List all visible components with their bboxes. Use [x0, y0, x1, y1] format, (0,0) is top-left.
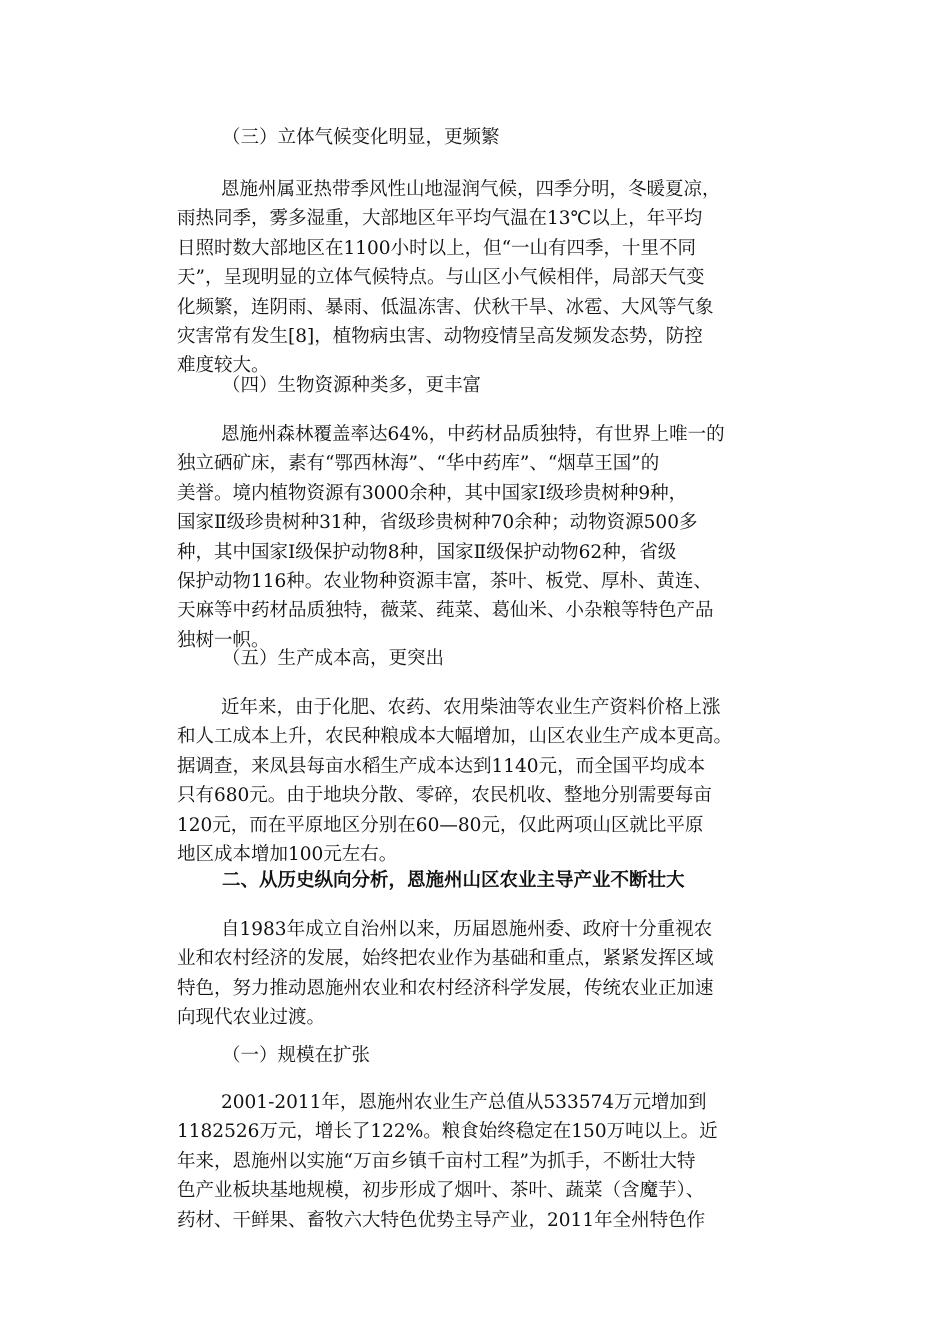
sub-1-paragraph	[177, 1088, 777, 1235]
paragraph-line: 种，其中国家Ⅰ级保护动物8种，国家Ⅱ级保护动物62种，省级	[177, 541, 677, 563]
paragraph-line: 业和农村经济的发展，始终把农业作为基础和重点，紧紧发挥区域	[177, 948, 714, 970]
heading-text: （四）生物资源种类多，更丰富	[222, 375, 482, 396]
part-2-paragraph	[177, 915, 777, 1033]
paragraph-line: 天麻等中药材品质独特，薇菜、莼菜、葛仙米、小杂粮等特色产品	[177, 600, 714, 622]
paragraph-line: 只有680元。由于地块分散、零碎，农民机收、整地分别需要每亩	[177, 785, 712, 807]
paragraph-line: 据调查，来凤县每亩水稻生产成本达到1140元，而全国平均成本	[177, 755, 706, 777]
paragraph-line: 天”，呈现明显的立体气候特点。与山区小气候相伴，局部天气变	[177, 267, 705, 289]
section-3-heading	[222, 123, 822, 152]
paragraph-line: 美誉。境内植物资源有3000余种，其中国家Ⅰ级珍贵树种9种，	[177, 482, 688, 504]
section-5-heading	[222, 644, 822, 673]
sub-1-heading	[222, 1041, 822, 1070]
paragraph-line: 保护动物116种。农业物种资源丰富，茶叶、板党、厚朴、黄连、	[177, 571, 712, 593]
paragraph-line: 色产业板块基地规模，初步形成了烟叶、茶叶、蔬菜（含魔芋）、	[177, 1180, 705, 1202]
paragraph-line: 独立硒矿床，素有“鄂西林海”、“华中药库”、“烟草王国”的	[177, 453, 660, 475]
heading-text: （一）规模在扩张	[222, 1045, 371, 1066]
paragraph-line: 日照时数大部地区在1100小时以上，但“一山有四季，十里不同	[177, 237, 697, 259]
paragraph-line: 和人工成本上升，农民种粮成本大幅增加，山区农业生产成本更高。	[177, 726, 733, 748]
paragraph-line: 灾害常有发生[8]，植物病虫害、动物疫情呈高发频发态势，防控	[177, 326, 703, 348]
section-4-paragraph	[177, 420, 777, 655]
paragraph-line: 国家Ⅱ级珍贵树种31种，省级珍贵树种70余种；动物资源500多	[177, 512, 698, 534]
paragraph-line: 化频繁，连阴雨、暴雨、低温冻害、伏秋干旱、冰雹、大风等气象	[177, 296, 714, 318]
paragraph-line: 1182526万元，增长了122%。粮食始终稳定在150万吨以上。近	[177, 1121, 718, 1143]
paragraph-line: 年来，恩施州以实施“万亩乡镇千亩村工程”为抓手，不断壮大特	[177, 1150, 696, 1172]
section-3-paragraph	[177, 175, 777, 381]
paragraph-line: 恩施州森林覆盖率达64%，中药材品质独特，有世界上唯一的	[221, 424, 725, 445]
paragraph-line: 近年来，由于化肥、农药、农用柴油等农业生产资料价格上涨	[221, 697, 721, 718]
heading-text: （五）生产成本高，更突出	[222, 648, 445, 669]
heading-text: 二、从历史纵向分析，恩施州山区农业主导产业不断壮大	[222, 870, 685, 891]
paragraph-line: 恩施州属亚热带季风性山地湿润气候，四季分明，冬暖夏凉，	[221, 179, 721, 200]
section-4-heading	[222, 371, 822, 400]
paragraph-line: 120元，而在平原地区分别在60—80元，仅此两项山区就比平原	[177, 814, 704, 836]
paragraph-line: 自1983年成立自治州以来，历届恩施州委、政府十分重视农	[221, 919, 713, 940]
paragraph-line: 药材、干鲜果、畜牧六大特色优势主导产业，2011年全州特色作	[177, 1209, 706, 1231]
paragraph-line: 地区成本增加100元左右。	[177, 844, 398, 866]
part-2-heading	[222, 866, 822, 895]
section-5-paragraph	[177, 693, 777, 869]
paragraph-line: 向现代农业过渡。	[177, 1007, 326, 1029]
paragraph-line: 雨热同季，雾多湿重，大部地区年平均气温在13℃以上，年平均	[177, 208, 703, 230]
paragraph-line: 独树一帜。	[177, 629, 270, 651]
paragraph-line: 特色，努力推动恩施州农业和农村经济科学发展，传统农业正加速	[177, 977, 714, 999]
paragraph-line: 2001-2011年，恩施州农业生产总值从533574万元增加到	[221, 1092, 707, 1113]
heading-text: （三）立体气候变化明显，更频繁	[222, 127, 500, 148]
paragraph-line: 难度较大。	[177, 355, 270, 377]
